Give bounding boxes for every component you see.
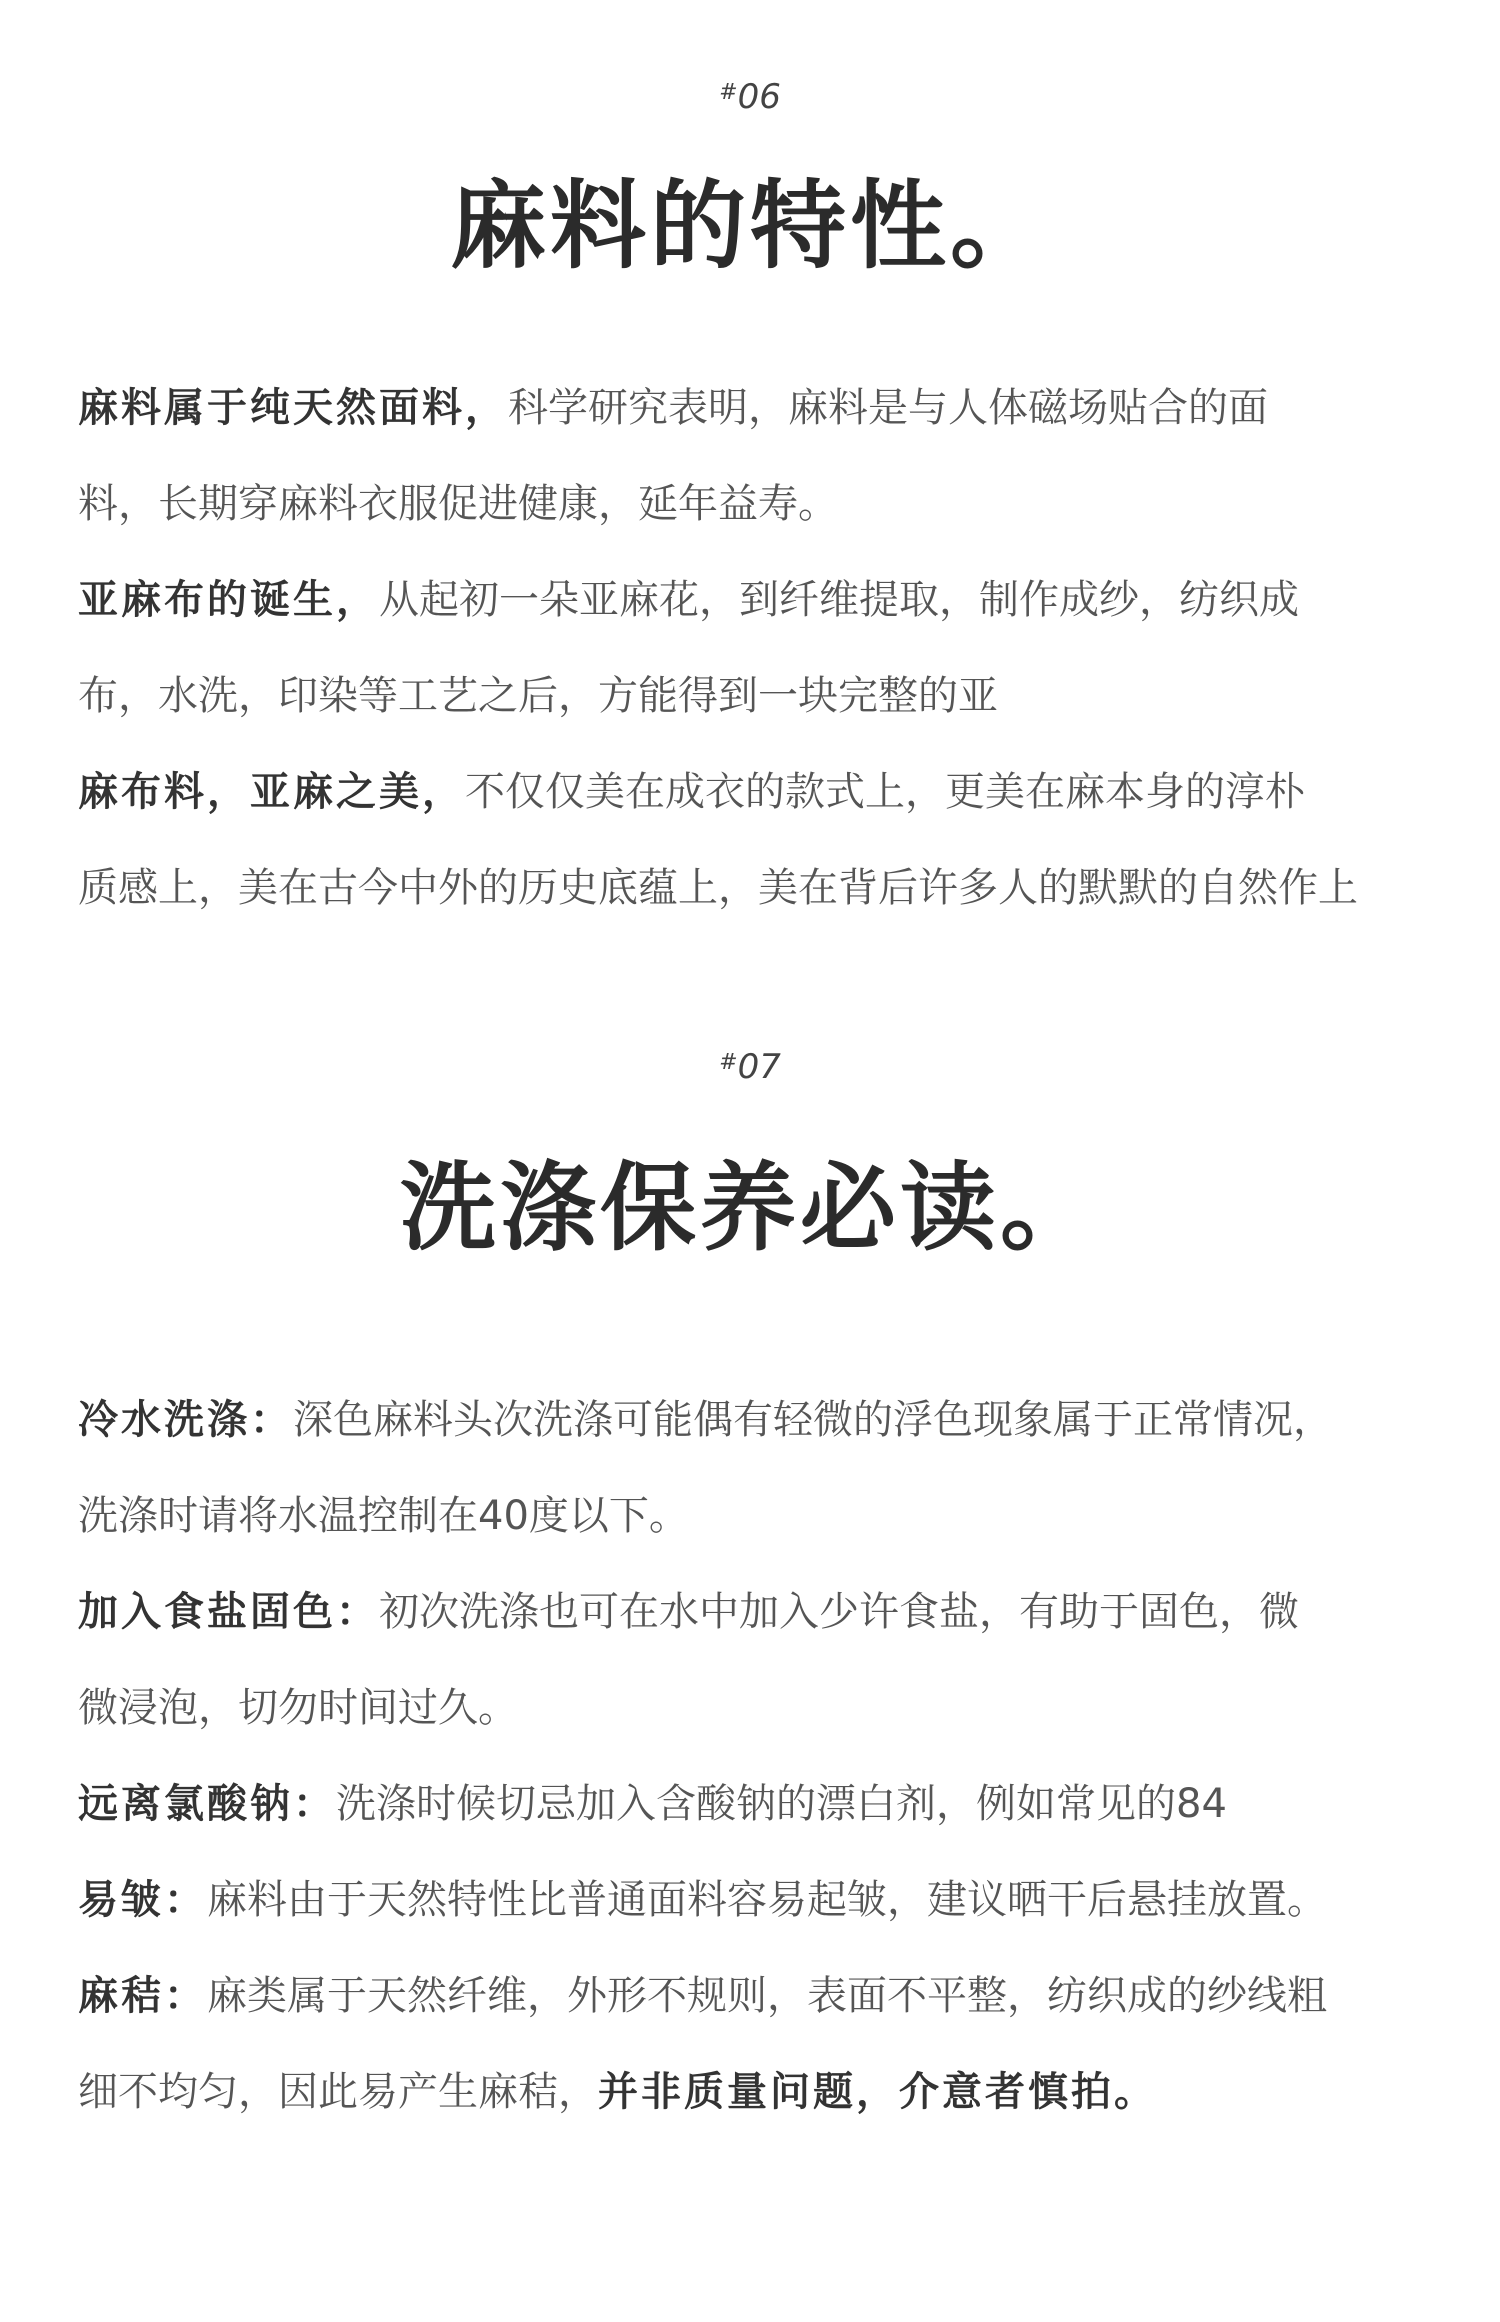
body-text: 科学研究表明，麻料是与人体磁场贴合的面 bbox=[508, 385, 1268, 431]
section-number bbox=[0, 1047, 1500, 1087]
body-text: 洗涤时请将水温控制在40度以下。 bbox=[78, 1493, 689, 1539]
emphasis-text: 并非质量问题，介意者慎拍。 bbox=[598, 2069, 1157, 2115]
paragraph-line bbox=[78, 1589, 1299, 1635]
paragraph-line bbox=[78, 577, 1299, 623]
body-text: 麻料由于天然特性比普通面料容易起皱，建议晒干后悬挂放置。 bbox=[207, 1877, 1327, 1923]
body-text: 质感上，美在古今中外的历史底蕴上，美在背后许多人的默默的自然作上 bbox=[78, 865, 1358, 911]
section-number-value: 06 bbox=[737, 77, 781, 117]
paragraph-line bbox=[78, 1877, 1327, 1923]
emphasis-text: 麻布料，亚麻之美， bbox=[78, 769, 465, 815]
emphasis-text: 亚麻布的诞生， bbox=[78, 577, 379, 623]
emphasis-text: 加入食盐固色： bbox=[78, 1589, 379, 1635]
emphasis-text: 麻秸： bbox=[78, 1973, 207, 2019]
paragraph-line bbox=[78, 2069, 1157, 2115]
body-text: 深色麻料头次洗涤可能偶有轻微的浮色现象属于正常情况， bbox=[293, 1397, 1333, 1443]
body-text: 麻类属于天然纤维，外形不规则，表面不平整，纺织成的纱线粗 bbox=[207, 1973, 1327, 2019]
body-text: 从起初一朵亚麻花，到纤维提取，制作成纱，纺织成 bbox=[379, 577, 1299, 623]
body-text: 微浸泡，切勿时间过久。 bbox=[78, 1685, 518, 1731]
paragraph-line bbox=[78, 1397, 1333, 1443]
paragraph-line bbox=[78, 385, 1268, 431]
section-number bbox=[0, 77, 1500, 117]
body-text: 不仅仅美在成衣的款式上，更美在麻本身的淳朴 bbox=[465, 769, 1305, 815]
body-text: 细不均匀，因此易产生麻秸， bbox=[78, 2069, 598, 2115]
body-text: 洗涤时候切忌加入含酸钠的漂白剂，例如常见的84 bbox=[336, 1781, 1227, 1827]
emphasis-text: 冷水洗涤： bbox=[78, 1397, 293, 1443]
body-text: 布，水洗，印染等工艺之后，方能得到一块完整的亚 bbox=[78, 673, 998, 719]
paragraph-line bbox=[78, 1973, 1327, 2019]
emphasis-text: 远离氯酸钠： bbox=[78, 1781, 336, 1827]
body-text: 初次洗涤也可在水中加入少许食盐，有助于固色，微 bbox=[379, 1589, 1299, 1635]
paragraph-line bbox=[78, 1493, 689, 1539]
paragraph-line bbox=[78, 481, 838, 527]
body-text: 料，长期穿麻料衣服促进健康，延年益寿。 bbox=[78, 481, 838, 527]
emphasis-text: 麻料属于纯天然面料， bbox=[78, 385, 508, 431]
section-number-hash: # bbox=[719, 80, 738, 105]
paragraph-line bbox=[78, 769, 1305, 815]
section-number-value: 07 bbox=[737, 1047, 781, 1087]
paragraph-line bbox=[78, 673, 998, 719]
section-number-hash: # bbox=[719, 1050, 738, 1075]
section-title: 洗涤保养必读。 bbox=[400, 1151, 1100, 1264]
emphasis-text: 易皱： bbox=[78, 1877, 207, 1923]
paragraph-line bbox=[78, 865, 1358, 911]
paragraph-line bbox=[78, 1781, 1227, 1827]
paragraph-line bbox=[78, 1685, 518, 1731]
section-title: 麻料的特性。 bbox=[450, 169, 1050, 282]
